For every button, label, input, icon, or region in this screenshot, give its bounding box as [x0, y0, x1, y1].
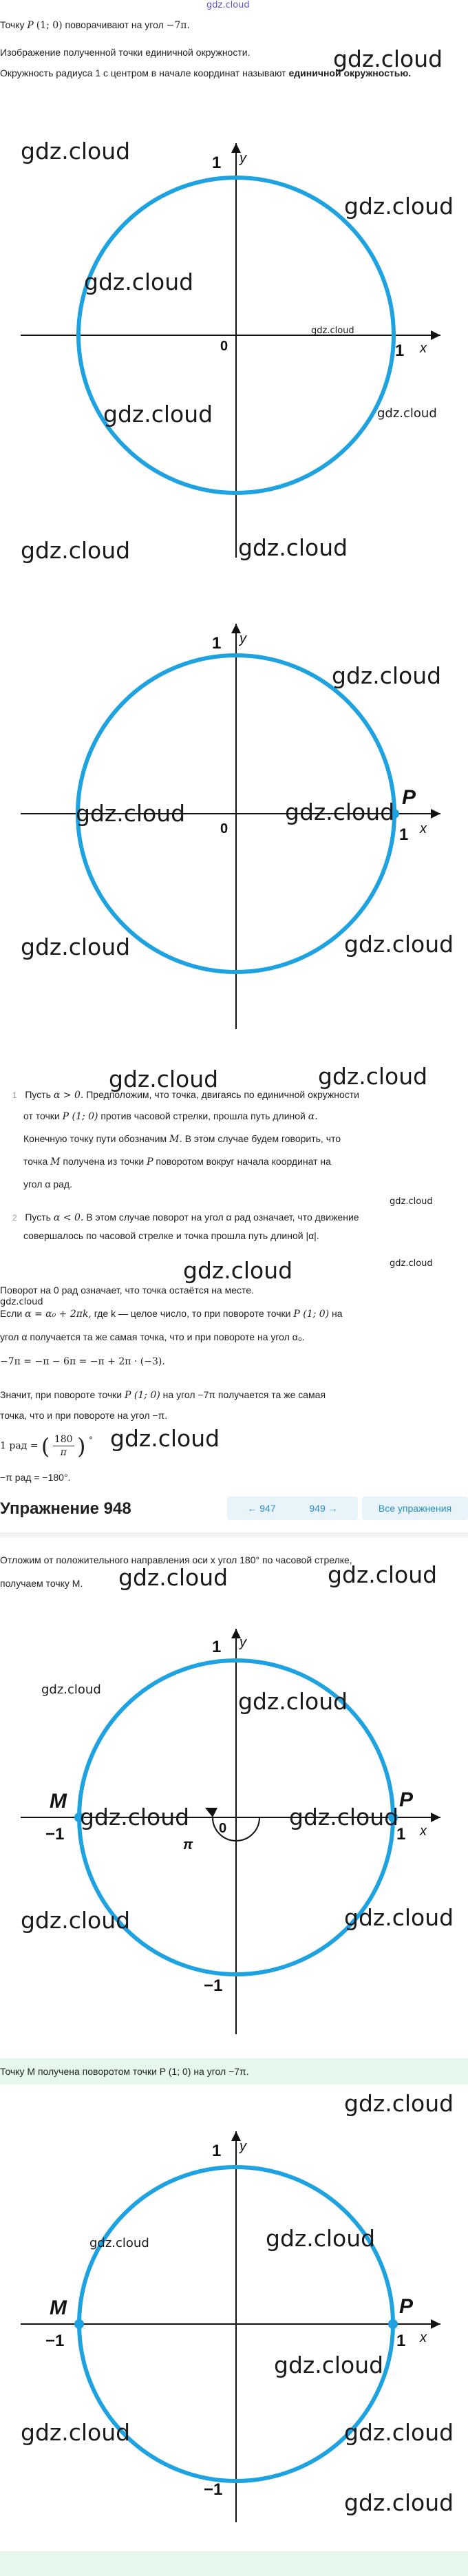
watermark: gdz.cloud — [311, 326, 354, 336]
body-math: α = α₀ + 2πk, — [25, 1309, 92, 1320]
pi-label: π — [183, 1837, 193, 1852]
y-minus-one-label: −1 — [204, 1976, 223, 1995]
intro-line-2: Изображение полученной точки единичной окружности. — [0, 47, 251, 58]
x-axis-arrow-icon — [431, 2319, 440, 2329]
watermark: gdz.cloud — [289, 1804, 399, 1830]
list-text: точка — [23, 1156, 48, 1167]
list-item-1 — [12, 1088, 468, 1191]
list-math: P (1; 0) — [62, 1111, 98, 1122]
watermark: gdz.cloud — [41, 1682, 101, 1697]
x-axis-label: x — [420, 821, 427, 836]
watermark: gdz.cloud — [318, 1063, 428, 1090]
watermark: gdz.cloud — [390, 1196, 433, 1207]
point-m-marker — [74, 2319, 84, 2329]
point-p-label: P — [399, 2295, 414, 2318]
coords-ref: (1; 0) — [36, 20, 63, 31]
y-axis-label: y — [240, 631, 246, 646]
watermark: gdz.cloud — [328, 1561, 438, 1588]
watermark: gdz.cloud — [118, 1564, 228, 1591]
watermark: gdz.cloud — [344, 931, 454, 958]
list-number: 2 — [12, 1213, 17, 1223]
conclusion-band — [0, 2058, 468, 2084]
watermark: gdz.cloud — [21, 138, 131, 165]
all-exercises-button[interactable]: Все упражнения — [362, 1497, 468, 1520]
x-one-label: 1 — [396, 1825, 406, 1844]
point-p-label: P — [399, 1788, 414, 1811]
intro-text: Окружность радиуса 1 с центром в начале координат называют — [0, 67, 286, 78]
body-p6: точка, что и при повороте на угол −π. — [0, 1410, 168, 1421]
formula-lhs: 1 рад = — [0, 1440, 39, 1452]
angle-ref: −7π. — [166, 20, 190, 31]
watermark: gdz.cloud — [285, 799, 395, 825]
watermark: gdz.cloud — [21, 933, 131, 960]
body-p4: −7π = −π − 6π = −π + 2π · (−3). — [0, 1356, 165, 1367]
unit-circle-diagram-4 — [0, 2111, 468, 2524]
y-axis-label: y — [240, 1635, 246, 1650]
y-axis-label: y — [240, 151, 246, 166]
fraction-numerator: 180 — [54, 1434, 73, 1445]
body-p8: −π рад = −180°. — [0, 1472, 71, 1483]
body-text: Если — [0, 1308, 23, 1319]
x-minus-one-label: −1 — [45, 1825, 65, 1844]
list-math: α > 0. — [53, 1090, 84, 1101]
origin-label: 0 — [220, 821, 228, 836]
exercise-line-1: Отложим от положительного направления оси x угол 180° по часовой стрелке, — [0, 1554, 352, 1565]
watermark: gdz.cloud — [266, 2225, 376, 2252]
list-text: совершалось по часовой стрелке и точка прошла путь длиной |α|. — [23, 1230, 319, 1241]
body-math: P (1; 0) — [293, 1309, 330, 1320]
watermark: gdz.cloud — [344, 2489, 454, 2516]
y-minus-one-label: −1 — [204, 2480, 223, 2499]
body-text: где k — целое число, то при повороте точки — [94, 1308, 291, 1319]
watermark: gdz.cloud — [183, 1257, 293, 1284]
intro-line-1 — [0, 18, 468, 32]
y-one-label: 1 — [212, 154, 222, 172]
top-watermark: gdz.cloud — [206, 0, 250, 10]
list-text: получена из точки — [63, 1156, 145, 1167]
watermark: gdz.cloud — [344, 2419, 454, 2446]
watermark: gdz.cloud — [21, 2419, 131, 2446]
y-one-label: 1 — [212, 1638, 222, 1656]
point-m-label: M — [50, 2297, 67, 2319]
point-m-label: M — [50, 1790, 67, 1813]
watermark: gdz.cloud — [332, 662, 442, 689]
list-text: В этом случае поворот на угол α рад означает, что движение — [86, 1212, 359, 1223]
watermark: gdz.cloud — [390, 1258, 433, 1269]
body-p1: Поворот на 0 рад означает, что точка остаётся на месте. — [0, 1285, 254, 1296]
list-math: α < 0. — [53, 1212, 84, 1223]
origin-label: 0 — [219, 1821, 227, 1836]
y-one-label: 1 — [212, 2142, 222, 2160]
watermark: gdz.cloud — [377, 406, 437, 421]
watermark: gdz.cloud — [80, 1804, 190, 1830]
body-math: P (1; 0) — [125, 1390, 160, 1401]
watermark: gdz.cloud — [84, 268, 194, 295]
list-text: Пусть — [25, 1089, 51, 1100]
x-axis-label: x — [420, 1824, 427, 1839]
body-p5 — [0, 1388, 468, 1402]
watermark: gdz.cloud — [0, 1297, 43, 1307]
x-axis-arrow-icon — [431, 330, 440, 340]
watermark: gdz.cloud — [238, 534, 348, 561]
watermark: gdz.cloud — [103, 401, 213, 427]
list-text: Конечную точку пути обозначим — [23, 1133, 167, 1144]
exercise-nav — [0, 1494, 468, 1528]
radian-formula: 1 рад = ( $\frac{180}{\pi}$ ) ° — [0, 1433, 93, 1459]
fraction-denominator: π — [60, 1447, 67, 1458]
list-text: поворотом вокруг начала координат на — [156, 1156, 331, 1167]
watermark: gdz.cloud — [21, 1907, 131, 1934]
watermark: gdz.cloud — [76, 800, 186, 827]
exercise-line-2: получаем точку M. — [0, 1578, 83, 1589]
x-one-label: 1 — [396, 2332, 406, 2350]
list-text: угол α рад. — [23, 1179, 72, 1190]
watermark: gdz.cloud — [109, 1066, 219, 1092]
list-math: M — [50, 1157, 61, 1168]
x-minus-one-label: −1 — [45, 2332, 65, 2350]
watermark: gdz.cloud — [344, 193, 454, 220]
list-text: против часовой стрелки, прошла путь длиной — [100, 1110, 306, 1121]
list-math: P — [147, 1157, 153, 1168]
x-axis-label: x — [420, 341, 427, 356]
nav-divider — [0, 1532, 468, 1538]
body-text: на — [332, 1308, 343, 1319]
origin-label: 0 — [220, 339, 228, 354]
exercise-title: Упражнение 948 — [0, 1499, 131, 1518]
watermark: gdz.cloud — [344, 2090, 454, 2117]
body-text: Значит, при повороте точки — [0, 1389, 123, 1400]
point-p-marker — [388, 2319, 398, 2329]
intro-text: Точку — [0, 19, 25, 30]
list-text: Предположим, что точка, двигаясь по единичной окружности — [86, 1089, 359, 1100]
x-one-label: 1 — [399, 825, 409, 844]
list-math: M. — [169, 1134, 182, 1145]
watermark: gdz.cloud — [89, 2236, 149, 2250]
rotation-arrow-icon — [205, 1808, 217, 1817]
body-p3: угол α получается та же самая точка, что и при повороте на угол α₀. — [0, 1331, 305, 1342]
watermark: gdz.cloud — [110, 1425, 220, 1452]
y-axis-label: y — [240, 2139, 246, 2154]
list-text: Пусть — [25, 1212, 51, 1223]
list-item-2 — [12, 1210, 468, 1243]
conclusion-text: Точку M получена поворотом точки P (1; 0) на угол −7π. — [0, 2066, 249, 2077]
intro-bold: единичной окружностью. — [288, 67, 412, 78]
prev-exercise-button[interactable]: ← 947 — [227, 1497, 296, 1520]
body-text: на угол −7π получается та же самая — [162, 1389, 326, 1400]
x-axis-arrow-icon — [431, 1813, 440, 1822]
watermark: gdz.cloud — [238, 1688, 348, 1715]
intro-text: поворачивают на угол — [65, 19, 164, 30]
x-axis-arrow-icon — [431, 809, 440, 819]
fraction — [53, 1433, 74, 1459]
watermark: gdz.cloud — [21, 537, 131, 564]
x-axis-label: x — [420, 2330, 427, 2345]
list-text: от точки — [23, 1110, 60, 1121]
x-one-label: 1 — [395, 341, 405, 360]
list-math: α. — [308, 1111, 318, 1122]
watermark: gdz.cloud — [333, 45, 443, 72]
bottom-band — [0, 2551, 468, 2576]
list-text: В этом случае будем говорить, что — [184, 1133, 341, 1144]
next-exercise-button[interactable]: 949 → — [289, 1497, 358, 1520]
body-p2 — [0, 1307, 468, 1321]
point-p-ref: P — [27, 20, 34, 31]
point-p-label: P — [402, 786, 416, 809]
y-one-label: 1 — [212, 634, 222, 653]
list-number: 1 — [12, 1090, 17, 1100]
watermark: gdz.cloud — [344, 1904, 454, 1931]
watermark: gdz.cloud — [274, 2352, 384, 2378]
